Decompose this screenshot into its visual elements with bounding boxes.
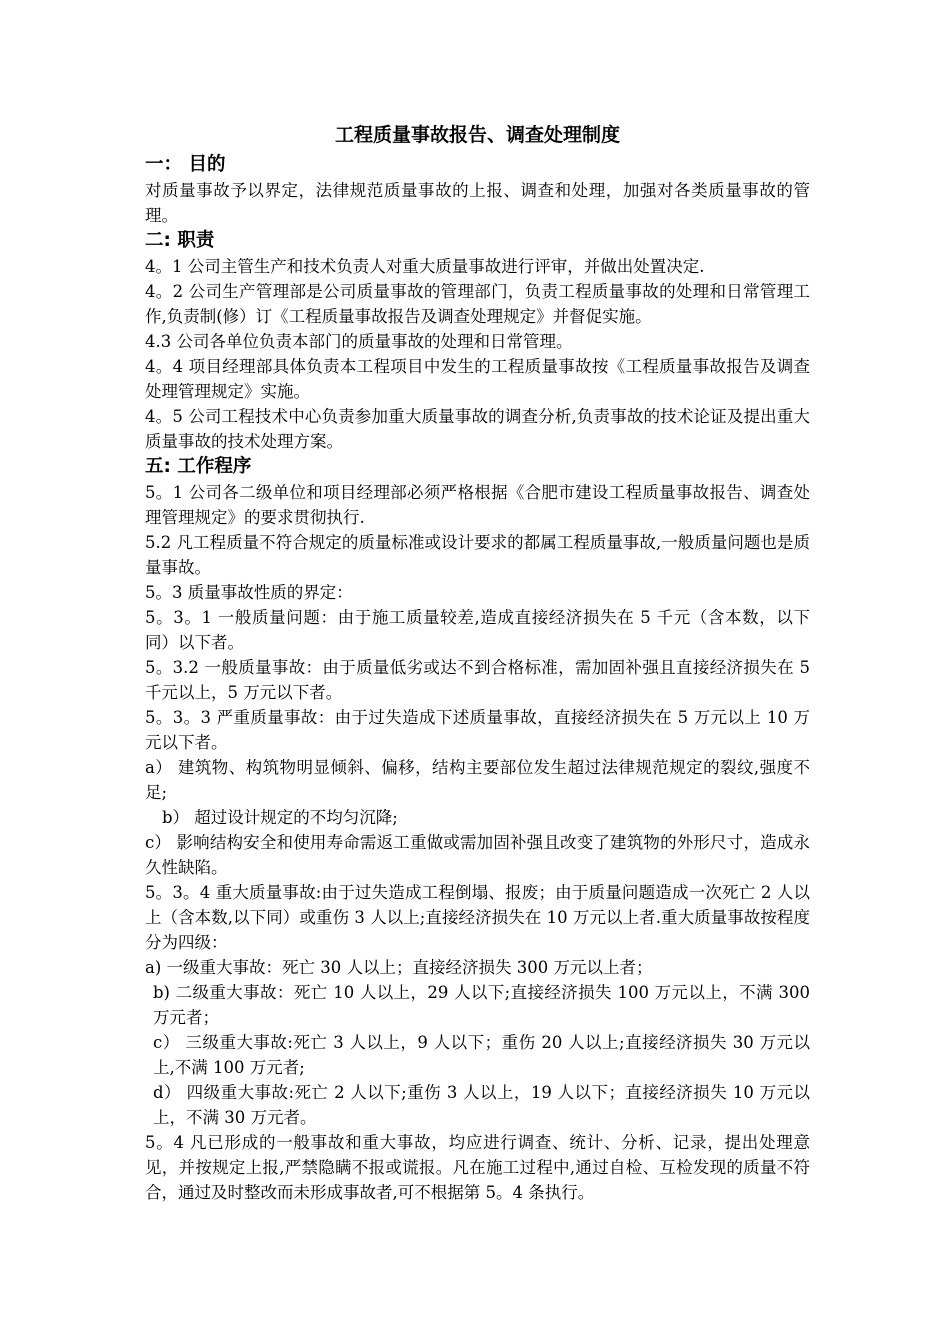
paragraph: 5。3。4 重大质量事故:由于过失造成工程倒塌、报废；由于质量问题造成一次死亡 2 人以上（含本数,以下同）或重伤 3 人以上;直接经济损失在 10 万元以上者.重大质量事故按程度分为四级： [145,883,810,952]
paragraph: 对质量事故予以界定，法律规范质量事故的上报、调查和处理，加强对各类质量事故的管理。 [145,181,810,225]
paragraph: 4。2 公司生产管理部是公司质量事故的管理部门，负责工程质量事故的处理和日常管理工作,负责制(修）订《工程质量事故报告及调查处理规定》并督促实施。 [145,282,810,326]
paragraph: 5。3。3 严重质量事故：由于过失造成下述质量事故，直接经济损失在 5 万元以上 10 万元以下者。 [145,708,810,752]
paragraph: 4。4 项目经理部具体负责本工程项目中发生的工程质量事故按《工程质量事故报告及调查处理管理规定》实施。 [145,357,810,401]
list-item: d） 四级重大事故:死亡 2 人以下;重伤 3 人以上，19 人以下；直接经济损失 10 万元以上，不满 30 万元者。 [153,1083,810,1127]
list-item: c） 影响结构安全和使用寿命需返工重做或需加固补强且改变了建筑物的外形尺寸，造成永久性缺陷。 [145,833,810,877]
paragraph: 5。3.2 一般质量事故：由于质量低劣或达不到合格标准，需加固补强且直接经济损失在 5 千元以上，5 万元以下者。 [145,658,810,702]
document-title: 工程质量事故报告、调查处理制度 [334,124,620,146]
section-heading-purpose: 一： 目的 [145,154,226,175]
list-item: b) 二级重大事故：死亡 10 人以上，29 人以下;直接经济损失 100 万元以上，不满 300 万元者； [153,983,810,1027]
paragraph: 5。4 凡已形成的一般事故和重大事故，均应进行调查、统计、分析、记录，提出处理意见，并按规定上报,严禁隐瞒不报或谎报。凡在施工过程中,通过自检、互检发现的质量不符合，通过及时整改而未形成事故者,可不根据第 5。4 条执行。 [145,1133,810,1202]
paragraph: 5。3 质量事故性质的界定： [145,583,353,602]
document-page [145,120,810,1205]
list-item: a) 一级重大事故：死亡 30 人以上；直接经济损失 300 万元以上者； [145,958,653,977]
paragraph: 4.3 公司各单位负责本部门的质量事故的处理和日常管理。 [145,332,573,351]
list-item: c） 三级重大事故:死亡 3 人以上，9 人以下；重伤 20 人以上;直接经济损失 30 万元以上,不满 100 万元者; [153,1033,810,1077]
paragraph: 5.2 凡工程质量不符合规定的质量标准或设计要求的都属工程质量事故,一般质量问题也是质量事故。 [145,533,810,577]
paragraph: 4。1 公司主管生产和技术负责人对重大质量事故进行评审，并做出处置决定. [145,257,705,276]
list-item: a） 建筑物、构筑物明显倾斜、偏移，结构主要部位发生超过法律规范规定的裂纹,强度不足; [145,758,810,802]
section-heading-procedure: 五: 工作程序 [145,456,252,477]
paragraph: 5。1 公司各二级单位和项目经理部必须严格根据《合肥市建设工程质量事故报告、调查处理管理规定》的要求贯彻执行. [145,483,810,527]
section-heading-duties: 二: 职责 [145,230,215,251]
paragraph: 4。5 公司工程技术中心负责参加重大质量事故的调查分析,负责事故的技术论证及提出重大质量事故的技术处理方案。 [145,407,810,451]
list-item: b） 超过设计规定的不均匀沉降; [162,808,398,827]
paragraph: 5。3。1 一般质量问题：由于施工质量较差,造成直接经济损失在 5 千元（含本数，以下同）以下者。 [145,608,810,652]
